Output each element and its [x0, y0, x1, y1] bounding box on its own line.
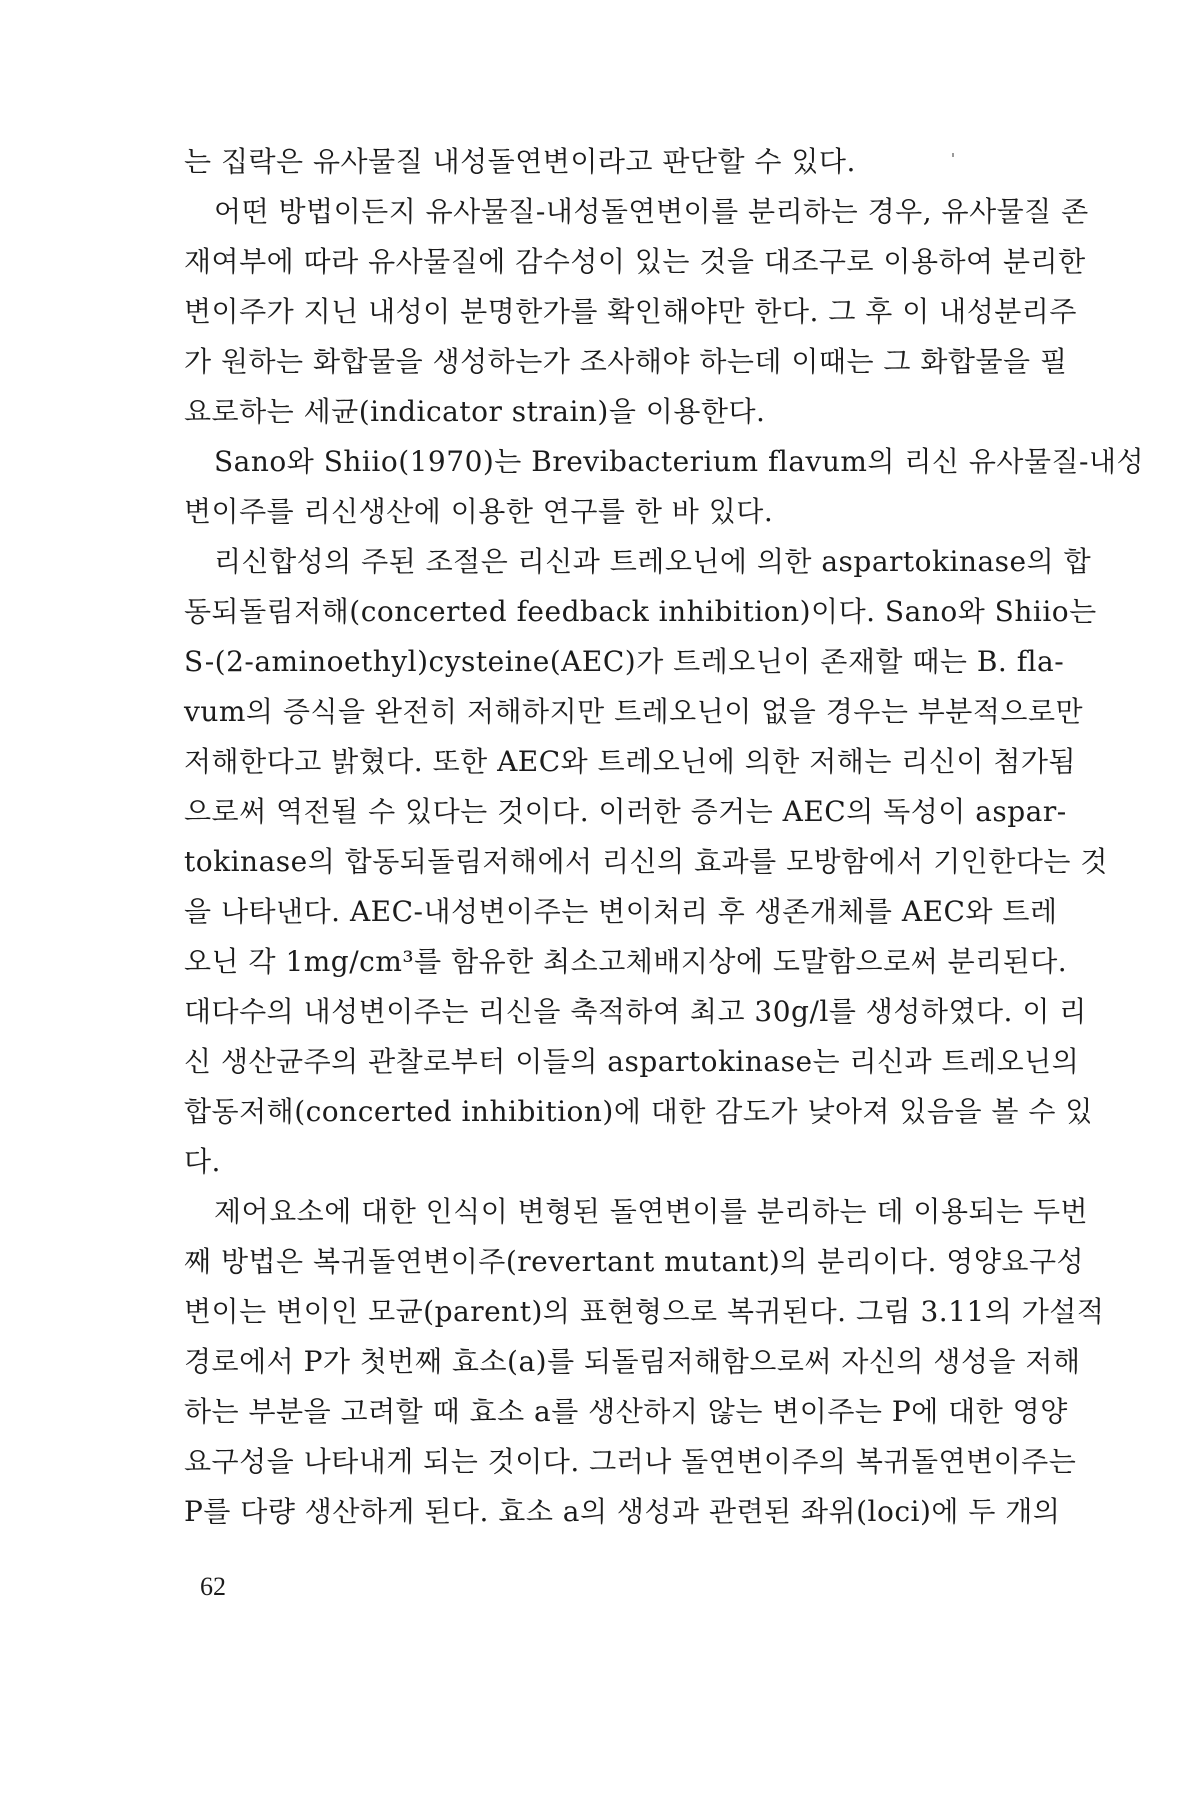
text-line: Sano와 Shiio(1970)는 Brevibacterium flavum의 리신 유사물질-내성 [214, 445, 1145, 478]
text-line: 어떤 방법이든지 유사물질-내성돌연변이를 분리하는 경우, 유사물질 존 [214, 195, 1089, 228]
text-line: 재여부에 따라 유사물질에 감수성이 있는 것을 대조구로 이용하여 분리한 [184, 245, 1086, 278]
text-line: 리신합성의 주된 조절은 리신과 트레오닌에 의한 aspartokinase의 합 [214, 545, 1092, 578]
text-line: 째 방법은 복귀돌연변이주(revertant mutant)의 분리이다. 영양요구성 [184, 1245, 1085, 1278]
text-line: 변이주가 지닌 내성이 분명한가를 확인해야만 한다. 그 후 이 내성분리주 [184, 295, 1077, 328]
text-line: 요구성을 나타내게 되는 것이다. 그러나 돌연변이주의 복귀돌연변이주는 [184, 1445, 1077, 1478]
text-line: 저해한다고 밝혔다. 또한 AEC와 트레오닌에 의한 저해는 리신이 첨가됨 [184, 745, 1076, 778]
text-line: 제어요소에 대한 인식이 변형된 돌연변이를 분리하는 데 이용되는 두번 [214, 1195, 1089, 1228]
page-number: 62 [200, 1572, 226, 1601]
text-line: P를 다량 생산하게 된다. 효소 a의 생성과 관련된 좌위(loci)에 두 개의 [184, 1495, 1061, 1528]
text-line: 오닌 각 1mg/cm³를 함유한 최소고체배지상에 도말함으로써 분리된다. [184, 945, 1068, 978]
text-line: 을 나타낸다. AEC-내성변이주는 변이처리 후 생존개체를 AEC와 트레 [184, 895, 1058, 928]
text-line: S-(2-aminoethyl)cysteine(AEC)가 트레오닌이 존재할 때는 B. fla- [184, 645, 1065, 678]
text-line: 요로하는 세균(indicator strain)을 이용한다. [184, 395, 766, 428]
body-text [184, 137, 1145, 1537]
text-line: 경로에서 P가 첫번째 효소(a)를 되돌림저해함으로써 자신의 생성을 저해 [184, 1345, 1081, 1378]
text-line: 변이는 변이인 모균(parent)의 표현형으로 복귀된다. 그림 3.11의 가설적 [184, 1295, 1105, 1328]
text-line: 하는 부분을 고려할 때 효소 a를 생산하지 않는 변이주는 P에 대한 영양 [184, 1395, 1068, 1428]
text-line: 는 집락은 유사물질 내성돌연변이라고 판단할 수 있다. [184, 145, 856, 178]
text-line: 으로써 역전될 수 있다는 것이다. 이러한 증거는 AEC의 독성이 aspar- [184, 795, 1067, 828]
text-line: 합동저해(concerted inhibition)에 대한 감도가 낮아져 있음을 볼 수 있 [184, 1095, 1093, 1128]
text-line: 대다수의 내성변이주는 리신을 축적하여 최고 30g/l를 생성하였다. 이 리 [184, 995, 1087, 1028]
text-line: 동되돌림저해(concerted feedback inhibition)이다. Sano와 Shiio는 [184, 595, 1097, 628]
text-line: 변이주를 리신생산에 이용한 연구를 한 바 있다. [184, 495, 774, 528]
text-line: vum의 증식을 완전히 저해하지만 트레오닌이 없을 경우는 부분적으로만 [184, 695, 1084, 728]
text-line: 신 생산균주의 관찰로부터 이들의 aspartokinase는 리신과 트레오닌의 [184, 1045, 1080, 1078]
text-line: 가 원하는 화합물을 생성하는가 조사해야 하는데 이때는 그 화합물을 필 [184, 345, 1068, 378]
text-line: 다. [184, 1145, 221, 1178]
text-line: tokinase의 합동되돌림저해에서 리신의 효과를 모방함에서 기인한다는 것 [184, 845, 1108, 878]
